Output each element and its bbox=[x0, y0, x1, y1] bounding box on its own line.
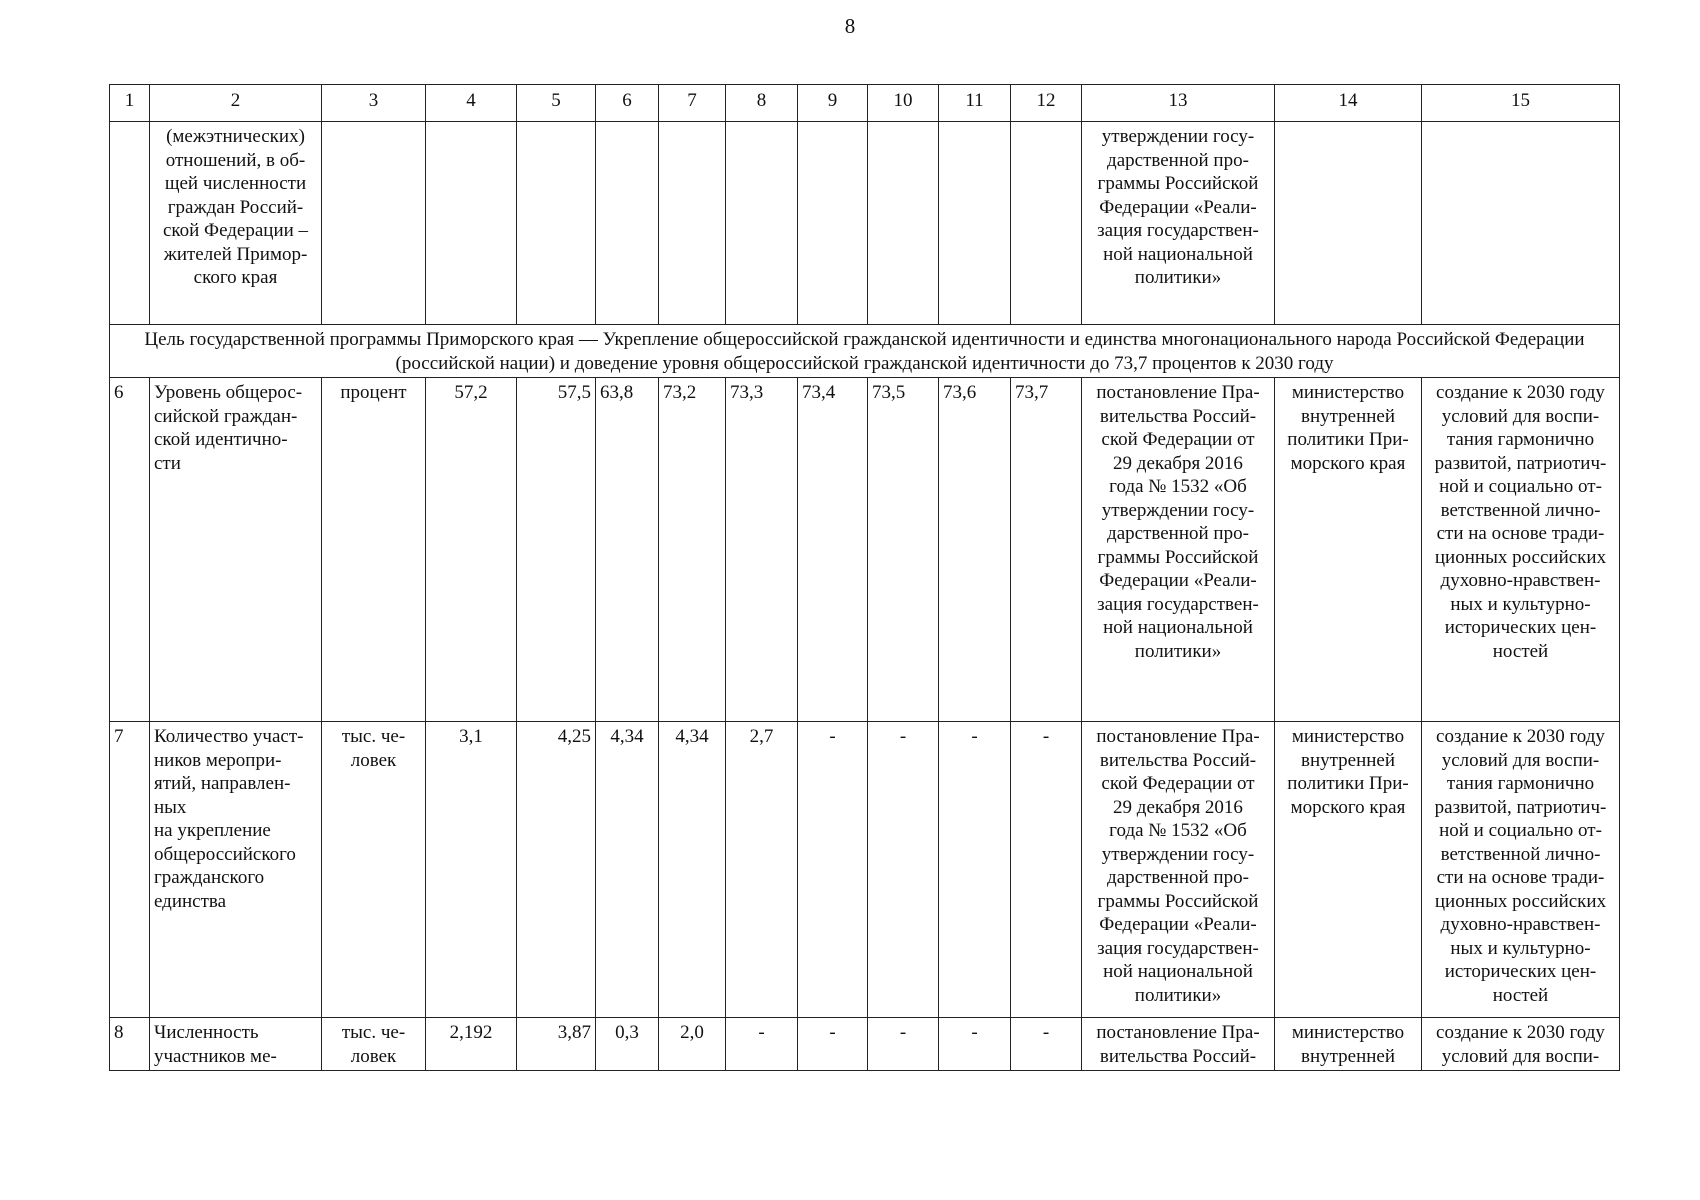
indicator-unit: тыс. че- ловек bbox=[322, 1018, 426, 1071]
indicator-name-cell: (межэтнических) отношений, в об- щей численности граждан Россий- ской Федерации – жителей Примор- ского края bbox=[150, 122, 322, 325]
indicator-name: Количество участ- ников меропри- ятий, направлен- ных на укрепление общероссийского гражданского единства bbox=[150, 722, 322, 1018]
value-cell: 73,6 bbox=[939, 378, 1011, 722]
expected-result: создание к 2030 году условий для воспи- тания гармонично развитой, патриотич- ной и социально от- ветственной лично- сти на основе тради- ционных российских духовно-нравствен- ных и культурно- исторических цен- ностей bbox=[1422, 378, 1620, 722]
document-cell: утверждении госу- дарственной про- граммы Российской Федерации «Реали- зация государствен- ной национальной политики» bbox=[1082, 122, 1275, 325]
header-cell: 8 bbox=[726, 85, 798, 122]
goal-cell bbox=[1422, 122, 1620, 325]
expected-result: создание к 2030 году условий для воспи- тания гармонично развитой, патриотич- ной и социально от- ветственной лично- сти на основе тради- ционных российских духовно-нравствен- ных и культурно- исторических цен- ностей bbox=[1422, 722, 1620, 1018]
header-cell: 10 bbox=[868, 85, 939, 122]
header-cell: 2 bbox=[150, 85, 322, 122]
value-cell: - bbox=[939, 722, 1011, 1018]
value-cell: 63,8 bbox=[596, 378, 659, 722]
header-cell: 1 bbox=[110, 85, 150, 122]
legal-basis: постановление Пра- вительства Россий- ской Федерации от 29 декабря 2016 года № 1532 «Об утверждении госу- дарственной про- граммы Российской Федерации «Реали- зация государствен- ной национальной политики» bbox=[1082, 378, 1275, 722]
header-cell: 13 bbox=[1082, 85, 1275, 122]
legal-basis: постановление Пра- вительства Россий- ской Федерации от 29 декабря 2016 года № 1532 «Об утверждении госу- дарственной про- граммы Российской Федерации «Реали- зация государствен- ной национальной политики» bbox=[1082, 722, 1275, 1018]
indicator-unit: процент bbox=[322, 378, 426, 722]
expected-result: создание к 2030 году условий для воспи- bbox=[1422, 1018, 1620, 1071]
value-cell bbox=[726, 122, 798, 325]
value-cell: - bbox=[868, 1018, 939, 1071]
header-cell: 4 bbox=[426, 85, 517, 122]
value-cell: 57,2 bbox=[426, 378, 517, 722]
header-row bbox=[110, 85, 1620, 122]
indicator-name: Численность участников ме- bbox=[150, 1018, 322, 1071]
goal-row bbox=[110, 325, 1620, 378]
table-row bbox=[110, 378, 1620, 722]
value-cell: - bbox=[939, 1018, 1011, 1071]
value-cell: 4,34 bbox=[659, 722, 726, 1018]
value-cell: 2,0 bbox=[659, 1018, 726, 1071]
value-cell: 73,7 bbox=[1011, 378, 1082, 722]
header-cell: 7 bbox=[659, 85, 726, 122]
header-cell: 12 bbox=[1011, 85, 1082, 122]
row-number: 8 bbox=[110, 1018, 150, 1071]
value-cell: 4,34 bbox=[596, 722, 659, 1018]
row-number: 6 bbox=[110, 378, 150, 722]
value-cell bbox=[426, 122, 517, 325]
header-cell: 6 bbox=[596, 85, 659, 122]
page-number: 8 bbox=[844, 14, 856, 38]
value-cell: 73,2 bbox=[659, 378, 726, 722]
value-cell bbox=[939, 122, 1011, 325]
value-cell bbox=[596, 122, 659, 325]
value-cell bbox=[1011, 122, 1082, 325]
indicators-table bbox=[109, 84, 1620, 1071]
unit-cell bbox=[322, 122, 426, 325]
value-cell bbox=[798, 122, 868, 325]
value-cell: 0,3 bbox=[596, 1018, 659, 1071]
value-cell: 4,25 bbox=[517, 722, 596, 1018]
responsible-body: министерство внутренней политики При- морского края bbox=[1275, 378, 1422, 722]
value-cell: - bbox=[1011, 1018, 1082, 1071]
value-cell: 3,1 bbox=[426, 722, 517, 1018]
value-cell: 3,87 bbox=[517, 1018, 596, 1071]
header-cell: 9 bbox=[798, 85, 868, 122]
table-row bbox=[110, 1018, 1620, 1071]
program-goal: Цель государственной программы Приморского края — Укрепление общероссийской гражданской идентичности и единства многонационального народа Российской Федерации (российской нации) и доведение уровня общероссийской гражданской идентичности до 73,7 процентов к 2030 году bbox=[110, 325, 1620, 378]
header-cell: 15 bbox=[1422, 85, 1620, 122]
value-cell: - bbox=[798, 1018, 868, 1071]
value-cell: 2,7 bbox=[726, 722, 798, 1018]
indicator-name: Уровень общерос- сийской граждан- ской идентично- сти bbox=[150, 378, 322, 722]
value-cell: 73,4 bbox=[798, 378, 868, 722]
row-number-cell bbox=[110, 122, 150, 325]
responsible-body: министерство внутренней политики При- морского края bbox=[1275, 722, 1422, 1018]
responsible-body: министерство внутренней bbox=[1275, 1018, 1422, 1071]
indicator-unit: тыс. че- ловек bbox=[322, 722, 426, 1018]
table-row bbox=[110, 722, 1620, 1018]
row-number: 7 bbox=[110, 722, 150, 1018]
header-cell: 14 bbox=[1275, 85, 1422, 122]
value-cell bbox=[517, 122, 596, 325]
value-cell: - bbox=[798, 722, 868, 1018]
value-cell: - bbox=[726, 1018, 798, 1071]
header-cell: 5 bbox=[517, 85, 596, 122]
legal-basis: постановление Пра- вительства Россий- bbox=[1082, 1018, 1275, 1071]
value-cell: 73,5 bbox=[868, 378, 939, 722]
value-cell: - bbox=[1011, 722, 1082, 1018]
header-cell: 11 bbox=[939, 85, 1011, 122]
value-cell bbox=[868, 122, 939, 325]
value-cell: 2,192 bbox=[426, 1018, 517, 1071]
header-cell: 3 bbox=[322, 85, 426, 122]
continuation-row bbox=[110, 122, 1620, 325]
value-cell bbox=[659, 122, 726, 325]
value-cell: - bbox=[868, 722, 939, 1018]
value-cell: 57,5 bbox=[517, 378, 596, 722]
value-cell: 73,3 bbox=[726, 378, 798, 722]
responsible-cell bbox=[1275, 122, 1422, 325]
